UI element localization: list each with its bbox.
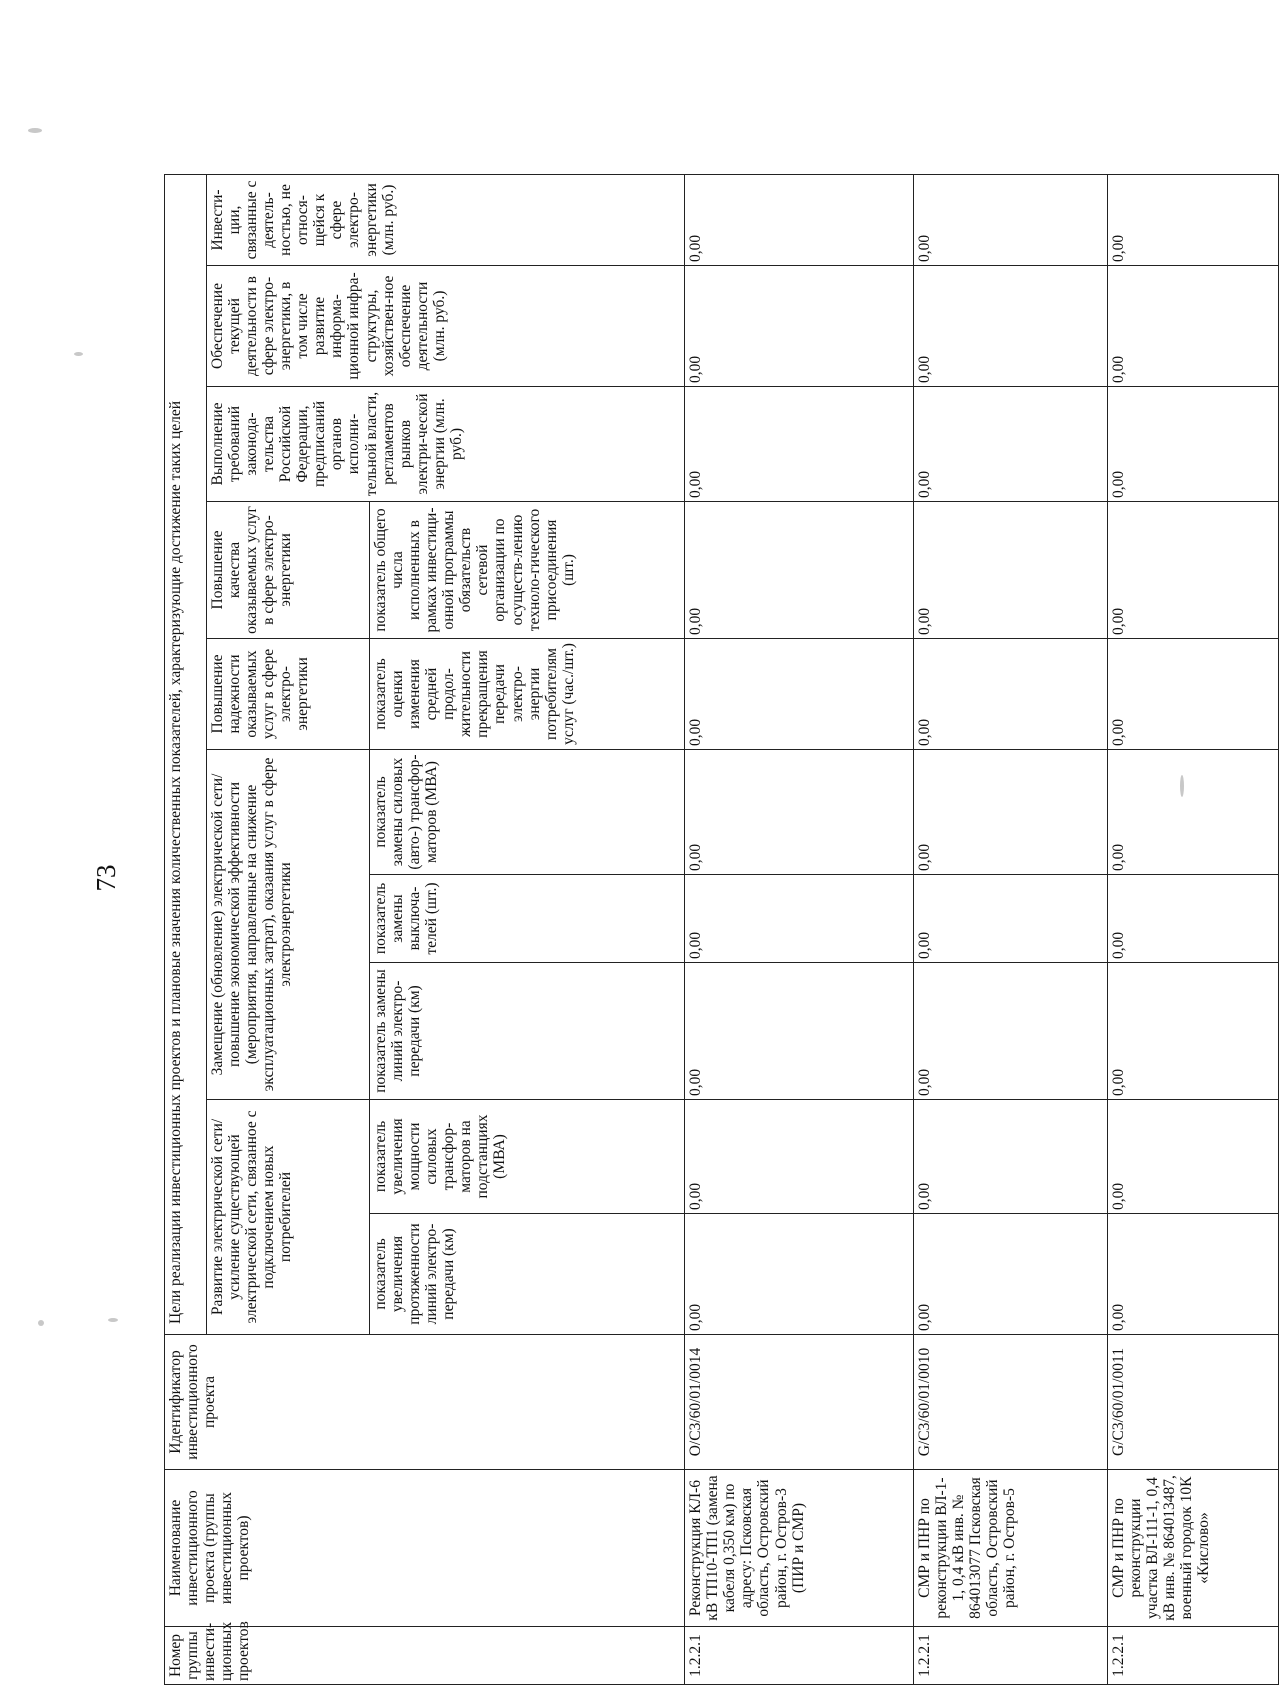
header-project-name: Наименование инвестиционного проекта (группы инвестиционных проектов) <box>165 1470 685 1627</box>
scan-speck <box>108 1318 118 1322</box>
row-value: 0,00 <box>685 266 913 387</box>
row-value: 0,00 <box>1107 639 1278 750</box>
row-value: 0,00 <box>1107 387 1278 502</box>
row-value: 0,00 <box>685 502 913 639</box>
row-value: 0,00 <box>1107 750 1278 875</box>
row-value: 0,00 <box>685 1100 913 1214</box>
row-value: 0,00 <box>913 875 1107 963</box>
subheader-interruption-duration: показатель оценки изменения средней продол-жительности прекращения передачи электро-энергии потребителям услуг (час./шт.) <box>370 639 685 750</box>
row-value: 0,00 <box>913 1214 1107 1335</box>
row-value: 0,00 <box>685 750 913 875</box>
row-value: 0,00 <box>913 639 1107 750</box>
row-value: 0,00 <box>685 1214 913 1335</box>
row-value: 0,00 <box>913 1100 1107 1214</box>
row-value: 0,00 <box>1107 502 1278 639</box>
row-value: 0,00 <box>913 963 1107 1100</box>
subheader-obligations: показатель общего числа исполненных в рамках инвестици-онной программы обязательств сетевой организации по осуществ-лению техноло-гического присоединения (шт.) <box>370 502 685 639</box>
row-value: 0,00 <box>1107 963 1278 1100</box>
header-requirements: Выполнение требований законода-тельства Российской Федерации, предписаний органов исполни-тельной власти, регламентов рынков электри-ческой энергии (млн. руб.) <box>207 387 685 502</box>
table-row <box>913 174 1107 1684</box>
row-value: 0,00 <box>1107 1100 1278 1214</box>
row-project-name: Реконструкция КЛ-6 кВ ТП10-ТП1 (замена кабеля 0,350 км) по адресу: Псковская область, Островский район, г. Остров-3 (ПИР и СМР) <box>685 1470 913 1627</box>
row-value: 0,00 <box>685 963 913 1100</box>
row-value: 0,00 <box>1107 875 1278 963</box>
row-value: 0,00 <box>1107 174 1278 265</box>
row-value: 0,00 <box>1107 1214 1278 1335</box>
header-other-investments: Инвести-ции, связанные с деятель-ностью, не относя-щейся к сфере электро-энергетики (млн. руб.) <box>207 174 685 265</box>
subheader-line-replacement: показатель замены линий электро-передачи (км) <box>370 963 685 1100</box>
header-project-id: Идентификатор инвестиционного проекта <box>165 1335 685 1470</box>
row-number: 1.2.2.1 <box>913 1627 1107 1685</box>
scan-speck <box>28 128 42 133</box>
subheader-transformer-replacement: показатель замены силовых (авто-) трансфор-маторов (МВА) <box>370 750 685 875</box>
row-value: 0,00 <box>913 750 1107 875</box>
row-value: 0,00 <box>1107 266 1278 387</box>
header-current-activity: Обеспечение текущей деятельности в сфере электро-энергетики, в том числе развитие информа-ционной инфра-структуры, хозяйствен-ное обеспечение деятельности (млн. руб.) <box>207 266 685 387</box>
rotated-table-container <box>164 175 1279 1685</box>
row-project-id: G/C3/60/01/0011 <box>1107 1335 1278 1470</box>
row-value: 0,00 <box>913 174 1107 265</box>
row-value: 0,00 <box>913 502 1107 639</box>
scan-speck <box>74 352 83 356</box>
header-quality: Повышение качества оказываемых услуг в сфере электро-энергетики <box>207 502 370 639</box>
row-value: 0,00 <box>913 387 1107 502</box>
row-value: 0,00 <box>913 266 1107 387</box>
subheader-transformer-power-increase: показатель увеличения мощности силовых трансфор-маторов на подстанциях (МВА) <box>370 1100 685 1214</box>
header-replacement: Замещение (обновление) электрической сети/повышение экономической эффективности (мероприятия, направленные на снижение эксплуатационных затрат), оказания услуг в сфере электроэнергетики <box>207 750 370 1100</box>
header-goals-title: Цели реализации инвестиционных проектов и плановые значения количественных показателей, характеризующие достижение таких целей <box>165 174 207 1334</box>
row-value: 0,00 <box>685 875 913 963</box>
row-value: 0,00 <box>685 174 913 265</box>
investment-goals-table <box>164 174 1279 1685</box>
row-value: 0,00 <box>685 639 913 750</box>
row-number: 1.2.2.1 <box>685 1627 913 1685</box>
subheader-switch-replacement: показатель замены выключа-телей (шт.) <box>370 875 685 963</box>
row-project-name: СМР и ПНР по реконструкции ВЛ-1-1, 0,4 кВ инв. № 864013077 Псковская область, Островский район, г. Остров-5 <box>913 1470 1107 1627</box>
row-project-id: O/C3/60/01/0014 <box>685 1335 913 1470</box>
row-project-id: G/C3/60/01/0010 <box>913 1335 1107 1470</box>
header-development: Развитие электрической сети/усиление существующей электрической сети, связанное с подключением новых потребителей <box>207 1100 370 1335</box>
row-number: 1.2.2.1 <box>1107 1627 1278 1685</box>
row-value: 0,00 <box>685 387 913 502</box>
table-row <box>685 174 913 1684</box>
row-project-name: СМР и ПНР по реконструкции участка ВЛ-111-1, 0,4 кВ инв. № 864013487, военный городок 10К «Кислово» <box>1107 1470 1278 1627</box>
header-reliability: Повышение надежности оказываемых услуг в сфере электро-энергетики <box>207 639 370 750</box>
scan-speck <box>38 1320 44 1326</box>
header-group-number: Номер группы инвести-ционных проектов <box>165 1627 685 1685</box>
table-row <box>1107 174 1278 1684</box>
subheader-line-length-increase: показатель увеличения протяженности линий электро-передачи (км) <box>370 1214 685 1335</box>
scan-speck <box>1180 775 1184 797</box>
page-number: 73 <box>90 864 121 892</box>
